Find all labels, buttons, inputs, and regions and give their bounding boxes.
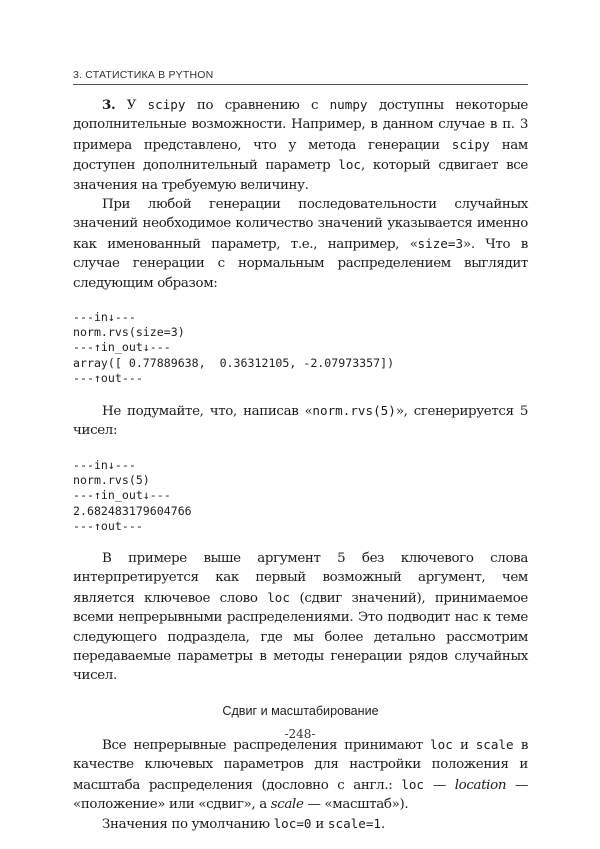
code-line: ---in↓---: [73, 457, 136, 472]
inline-code: loc: [430, 736, 453, 752]
subsection-title: Сдвиг и масштабирование: [222, 703, 379, 718]
code-line: ---↑in_out↓---: [73, 488, 171, 503]
code-line: ---↑in_out↓---: [73, 340, 171, 355]
code-line: norm.rvs(5): [73, 473, 150, 488]
code-line: ---in↓---: [73, 310, 136, 325]
code-line: 2.682483179604766: [73, 503, 192, 518]
inline-code: scale: [475, 736, 514, 752]
paragraph-scipy-features: [73, 95, 528, 195]
italic-term: location: [454, 777, 507, 793]
code-block-positional: [73, 458, 528, 534]
text-run: ». Что в случае генерации с нормальным распределением выглядит следующим образом:: [73, 236, 528, 291]
text-run: , который сдвигает все значения на требуемую величину.: [73, 158, 528, 193]
inline-code: norm.rvs(5): [312, 403, 396, 419]
running-head: 3. СТАТИСТИКА В PYTHON: [73, 69, 214, 81]
text-run: У: [115, 98, 148, 113]
code-block-size: [73, 310, 528, 386]
code-line: ---↑out---: [73, 370, 143, 385]
paragraph-loc-scale: [73, 735, 528, 815]
header-rule: [73, 84, 528, 85]
text-run: Все непрерывные распределения принимают: [102, 737, 431, 753]
inline-code: numpy: [329, 97, 368, 112]
page-body: [73, 95, 528, 835]
inline-code: scipy: [147, 97, 186, 112]
paragraph-named-size: [73, 195, 528, 293]
text-run: нам доступен дополнительный параметр: [73, 137, 528, 174]
page-number: -248-: [284, 727, 316, 741]
inline-code: size=3: [417, 235, 464, 251]
item-number: 3.: [102, 97, 116, 113]
text-run: и: [452, 737, 476, 753]
paragraph-defaults: [73, 814, 528, 834]
code-line: ---↑out---: [73, 518, 143, 533]
italic-term: scale: [270, 796, 304, 812]
text-run: —: [423, 777, 455, 793]
inline-code: loc=0: [273, 816, 312, 832]
code-line: array([ 0.77889638, 0.36312105, -2.07973357]): [73, 355, 395, 370]
text-run: — «положение» или «сдвиг», а: [73, 777, 528, 812]
inline-code: loc: [338, 157, 362, 173]
text-run: .: [380, 817, 385, 833]
text-run: При любой генерации последовательности случайных значений необходимое количество значений указывается именно как именованный параметр, т.е., например, «: [73, 197, 528, 252]
inline-code: loc: [401, 776, 424, 792]
text-run: Не подумайте, что, написав «: [102, 404, 313, 420]
text-run: Значения по умолчанию: [102, 817, 274, 833]
paragraph-positional-warning: [73, 401, 528, 441]
paragraph-loc-explanation: [73, 549, 528, 686]
text-run: », сгенерируется 5 чисел:: [73, 404, 529, 439]
text-run: (сдвиг значений), принимаемое всеми непрерывными распределениями. Это подводит нас к теме следующего подраздела, где мы более детально рассмотрим передаваемые параметры в методы генерации рядов случайных чисел.: [73, 590, 528, 684]
text-run: в качестве ключевых параметров для настройки положения и масштаба распределения (дословно с англ.:: [73, 737, 529, 793]
inline-code: loc: [267, 589, 290, 605]
code-line: norm.rvs(size=3): [73, 325, 185, 340]
text-run: по сравнению с: [185, 98, 330, 113]
text-run: доступны некоторые дополнительные возможности. Например, в данном случае в п. 3 примера представлено, что у метода генерации: [73, 98, 528, 153]
inline-code: scale=1: [327, 816, 381, 832]
text-run: — «масштаб»).: [303, 796, 409, 812]
inline-code: scipy: [451, 136, 490, 152]
text-run: и: [311, 817, 328, 833]
text-run: В примере выше аргумент 5 без ключевого слова интерпретируется как первый возможный аргумент, чем является ключевое слово: [73, 550, 528, 606]
